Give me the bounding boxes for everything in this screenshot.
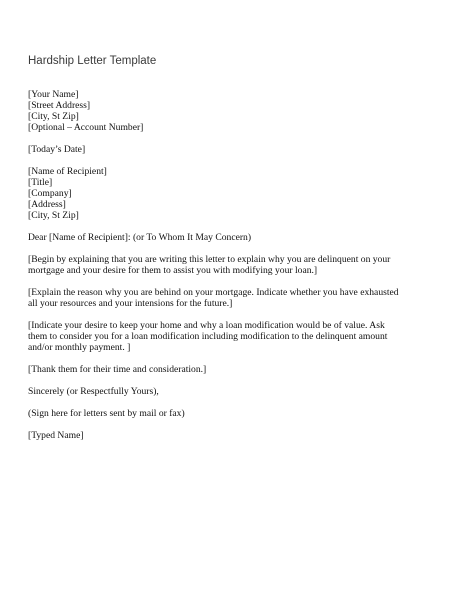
recipient-title: [Title] xyxy=(28,177,53,188)
recipient-address: [Address] xyxy=(28,199,66,210)
typed-name: [Typed Name] xyxy=(28,430,84,441)
recipient-company: [Company] xyxy=(28,188,72,199)
paragraph-line: [Begin by explaining that you are writing this letter to explain why you are delinquent on your xyxy=(28,254,391,265)
paragraph-line: and/or monthly payment. ] xyxy=(28,342,131,353)
paragraph-line: them to consider you for a loan modification including modification to the delinquent amount xyxy=(28,331,388,342)
paragraph-line: mortgage and your desire for them to assist you with modifying your loan.] xyxy=(28,265,318,276)
recipient-address-block xyxy=(28,166,448,221)
paragraph-reason xyxy=(28,287,448,309)
paragraph-request xyxy=(28,320,448,353)
document-title: Hardship Letter Template xyxy=(28,55,157,67)
letter-date: [Today’s Date] xyxy=(28,144,86,155)
letter-body xyxy=(28,89,448,452)
paragraph-intro xyxy=(28,254,448,276)
sender-street: [Street Address] xyxy=(28,100,91,111)
closing-line: Sincerely (or Respectfully Yours), xyxy=(28,386,159,397)
salutation: Dear [Name of Recipient]: (or To Whom It May Concern) xyxy=(28,232,252,243)
paragraph-line: [Explain the reason why you are behind on your mortgage. Indicate whether you have exhausted xyxy=(28,287,399,298)
recipient-city: [City, St Zip] xyxy=(28,210,79,221)
sender-address-block xyxy=(28,89,448,133)
signature-note: (Sign here for letters sent by mail or fax) xyxy=(28,408,185,419)
sender-account: [Optional – Account Number] xyxy=(28,122,144,133)
paragraph-line: [Indicate your desire to keep your home and why a loan modification would be of value. Ask xyxy=(28,320,385,331)
sender-city: [City, St Zip] xyxy=(28,111,79,122)
sender-name: [Your Name] xyxy=(28,89,79,100)
date-line xyxy=(28,144,448,155)
paragraph-thanks xyxy=(28,364,448,375)
recipient-name: [Name of Recipient] xyxy=(28,166,107,177)
paragraph-line: [Thank them for their time and consideration.] xyxy=(28,364,207,375)
paragraph-line: all your resources and your intensions for the future.] xyxy=(28,298,233,309)
